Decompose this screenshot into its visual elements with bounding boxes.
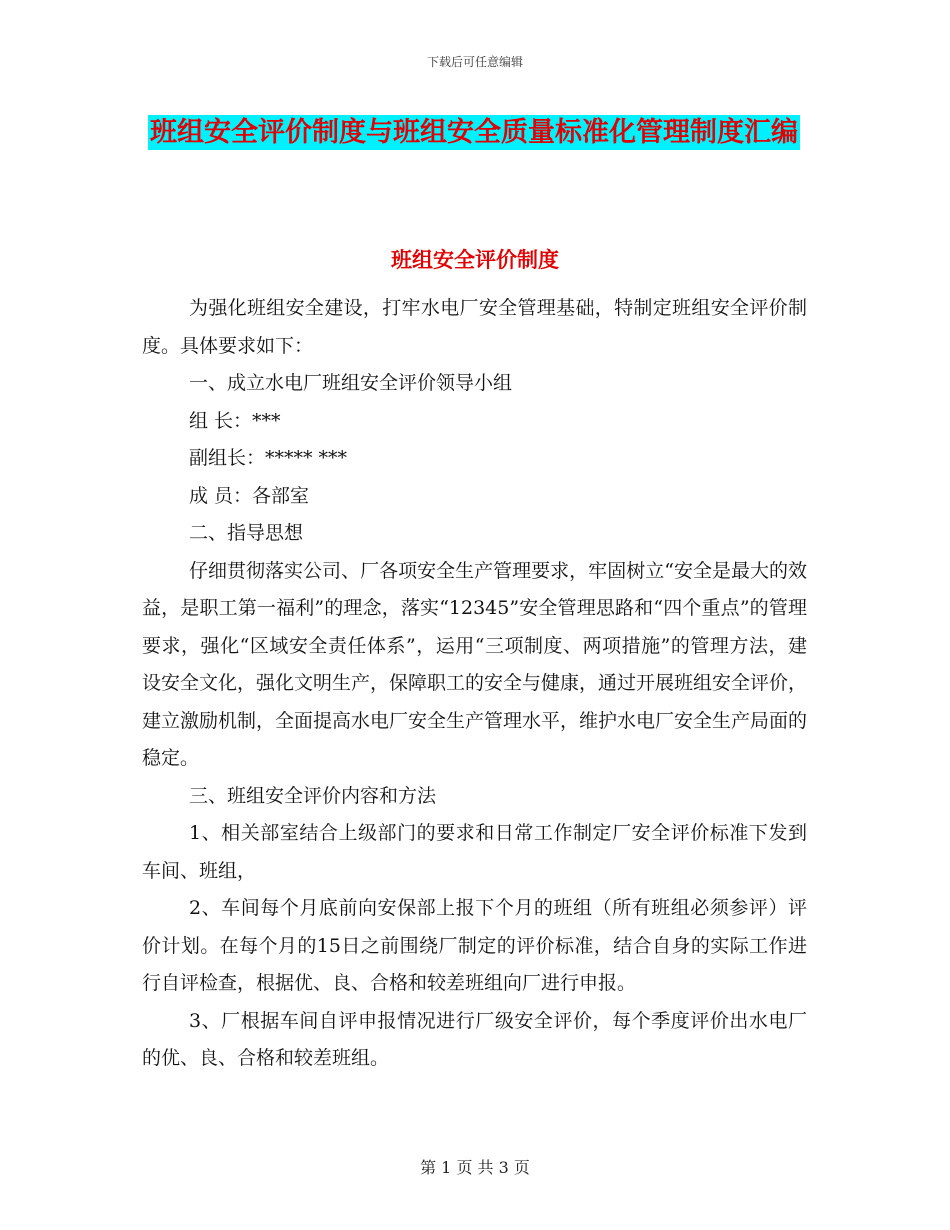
paragraph: 一、成立水电厂班组安全评价领导小组 [189, 372, 513, 394]
paragraph: 副组长：***** *** [189, 447, 348, 469]
main-title-text: 班组安全评价制度与班组安全质量标准化管理制度汇编 [150, 117, 798, 148]
paragraph: 二、指导思想 [189, 522, 304, 544]
paragraph: 2、车间每个月底前向安保部上报下个月的班组（所有班组必须参评）评价计划。在每个月的15日之前围绕厂制定的评价标准，结合自身的实际工作进行自评检查，根据优、良、合格和较差班组向厂进行申报。 [142, 897, 807, 994]
paragraph: 1、相关部室结合上级部门的要求和日常工作制定厂安全评价标准下发到车间、班组， [142, 822, 807, 882]
paragraph: 为强化班组安全建设，打牢水电厂安全管理基础，特制定班组安全评价制度。具体要求如下： [142, 297, 807, 357]
header-note: 下载后可任意编辑 [426, 55, 523, 69]
paragraph: 3、厂根据车间自评申报情况进行厂级安全评价，每个季度评价出水电厂的优、良、合格和较差班组。 [142, 1009, 807, 1069]
paragraph: 仔细贯彻落实公司、厂各项安全生产管理要求，牢固树立“安全是最大的效益，是职工第一福利”的理念，落实“12345”安全管理思路和“四个重点”的管理要求，强化“区域安全责任体系”，运用“三项制度、两项措施”的管理方法，建设安全文化，强化文明生产，保障职工的安全与健康，通过开展班组安全评价，建立激励机制，全面提高水电厂安全生产管理水平，维护水电厂安全生产局面的稳定。 [142, 559, 808, 769]
section-title: 班组安全评价制度 [391, 247, 559, 272]
paragraph: 成 员：各部室 [189, 484, 310, 507]
paragraph: 三、班组安全评价内容和方法 [189, 784, 437, 807]
body-text [142, 290, 807, 1078]
main-title [140, 108, 808, 158]
page-footer: 第 1 页 共 3 页 [420, 1158, 530, 1177]
paragraph: 组 长：*** [189, 409, 281, 432]
